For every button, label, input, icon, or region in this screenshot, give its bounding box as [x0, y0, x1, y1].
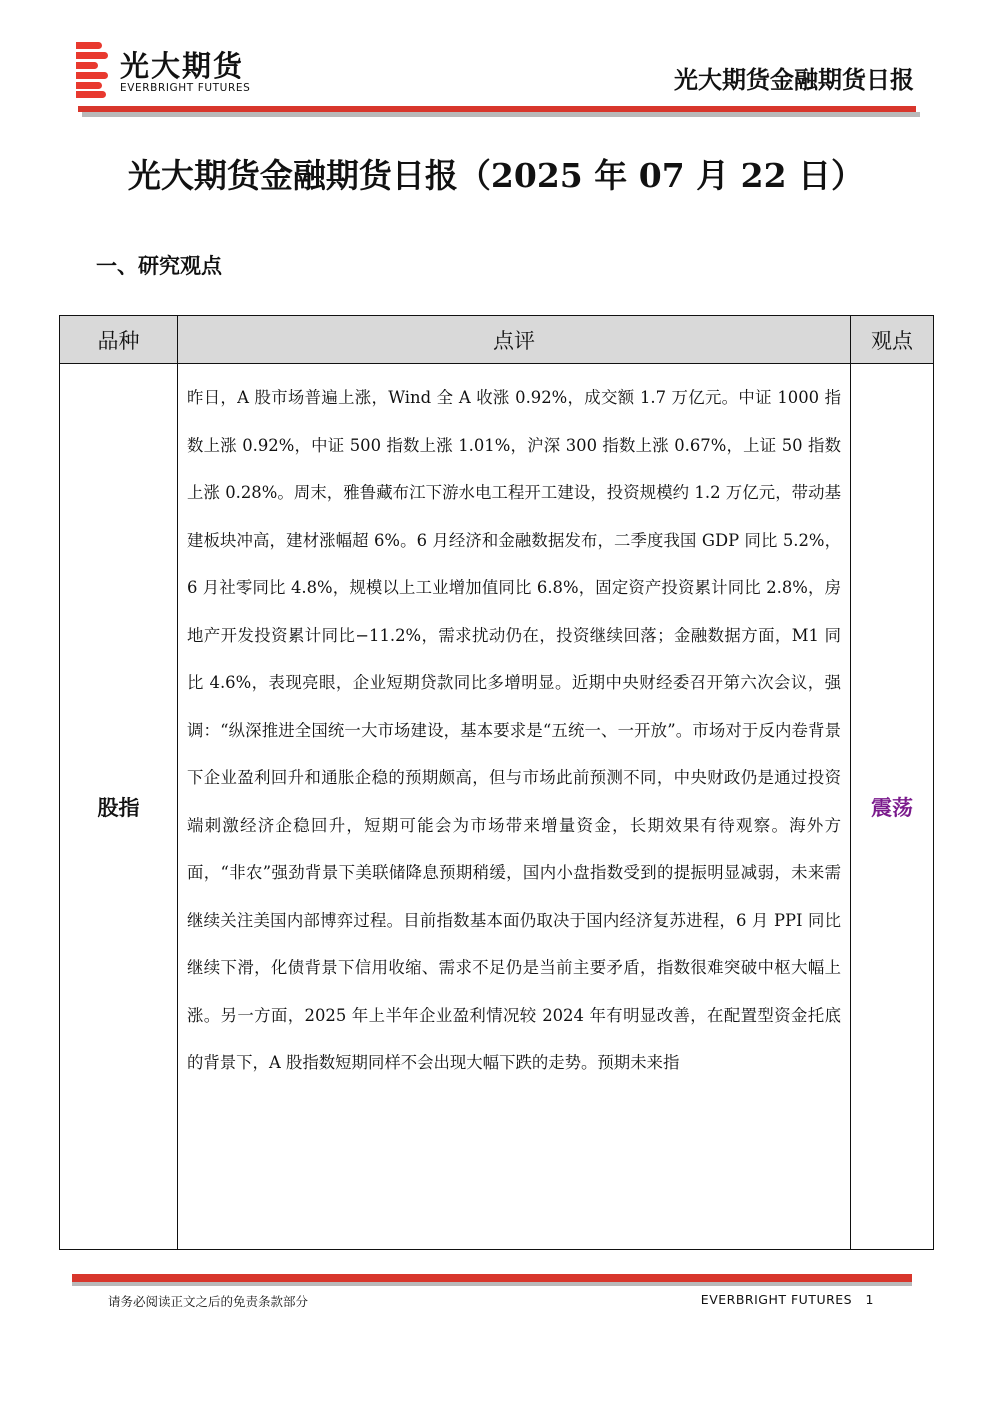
table-header-row: [60, 316, 934, 364]
footer-divider: [72, 1274, 912, 1286]
footer-brand-page: [701, 1292, 874, 1307]
row-comment-cell: [178, 364, 851, 1250]
footer-brand: EVERBRIGHT FUTURES: [700, 1292, 853, 1307]
footer-disclaimer: 请务必阅读正文之后的免责条款部分: [108, 1294, 309, 1309]
row-comment: 昨日，A 股市场普遍上涨，Wind 全 A 收涨 0.92%，成交额 1.7 万亿元。中证 1000 指数上涨 0.92%，中证 500 指数上涨 1.01%，沪深 300 指数上涨 0.67%，上证 50 指数上涨 0.28%。周末，雅鲁藏布江下游水电工程开工建设，投资规模约 1.2 万亿元，带动基建板块冲高，建材涨幅超 6%。6 月经济和金融数据发布，二季度我国 GDP 同比 5.2%，6 月社零同比 4.8%，规模以上工业增加值同比 6.8%，固定资产投资累计同比 2.8%，房地产开发投资累计同比−11.2%，需求扰动仍在，投资继续回落；金融数据方面，M1 同比 4.6%，表现亮眼，企业短期贷款同比多增明显。近期中央财经委召开第六次会议，强调：“纵深推进全国统一大市场建设，基本要求是“五统一、一开放”。市场对于反内卷背景下企业盈利回升和通胀企稳的预期颇高，但与市场此前预测不同，中央财政仍是通过投资端刺激经济企稳回升，短期可能会为市场带来增量资金，长期效果有待观察。海外方面，“非农”强劲背景下美联储降息预期稍缓，国内小盘指数受到的提振明显减弱，未来需继续关注美国内部博弈过程。目前指数基本面仍取决于国内经济复苏进程，6 月 PPI 同比继续下滑，化债背景下信用收缩、需求不足仍是当前主要矛盾，指数很难突破中枢大幅上涨。另一方面，2025 年上半年企业盈利情况较 2024 年有明显改善，在配置型资金托底的背景下，A 股指数短期同样不会出现大幅下跌的走势。预期未来指: [187, 388, 841, 1072]
header-divider-shadow: [82, 112, 920, 117]
research-table: [59, 315, 934, 1250]
page-title: 光大期货金融期货日报（2025 年 07 月 22 日）: [127, 156, 865, 195]
logo-english-name: EVERBRIGHT FUTURES: [120, 82, 251, 94]
header-view: 观点: [851, 316, 934, 364]
logo-chinese-name: 光大期货: [120, 49, 245, 83]
row-view: 震荡: [851, 364, 934, 1250]
header-report-name: 光大期货金融期货日报: [674, 65, 914, 94]
header-comment: 点评: [178, 316, 851, 364]
company-logo: [76, 42, 316, 98]
header-variety: 品种: [60, 316, 178, 364]
table-row: [60, 364, 934, 1250]
logo-mark-icon: [76, 42, 110, 98]
page-number: 1: [865, 1292, 874, 1307]
section-heading: 一、研究观点: [96, 253, 222, 278]
row-variety: 股指: [60, 364, 178, 1250]
